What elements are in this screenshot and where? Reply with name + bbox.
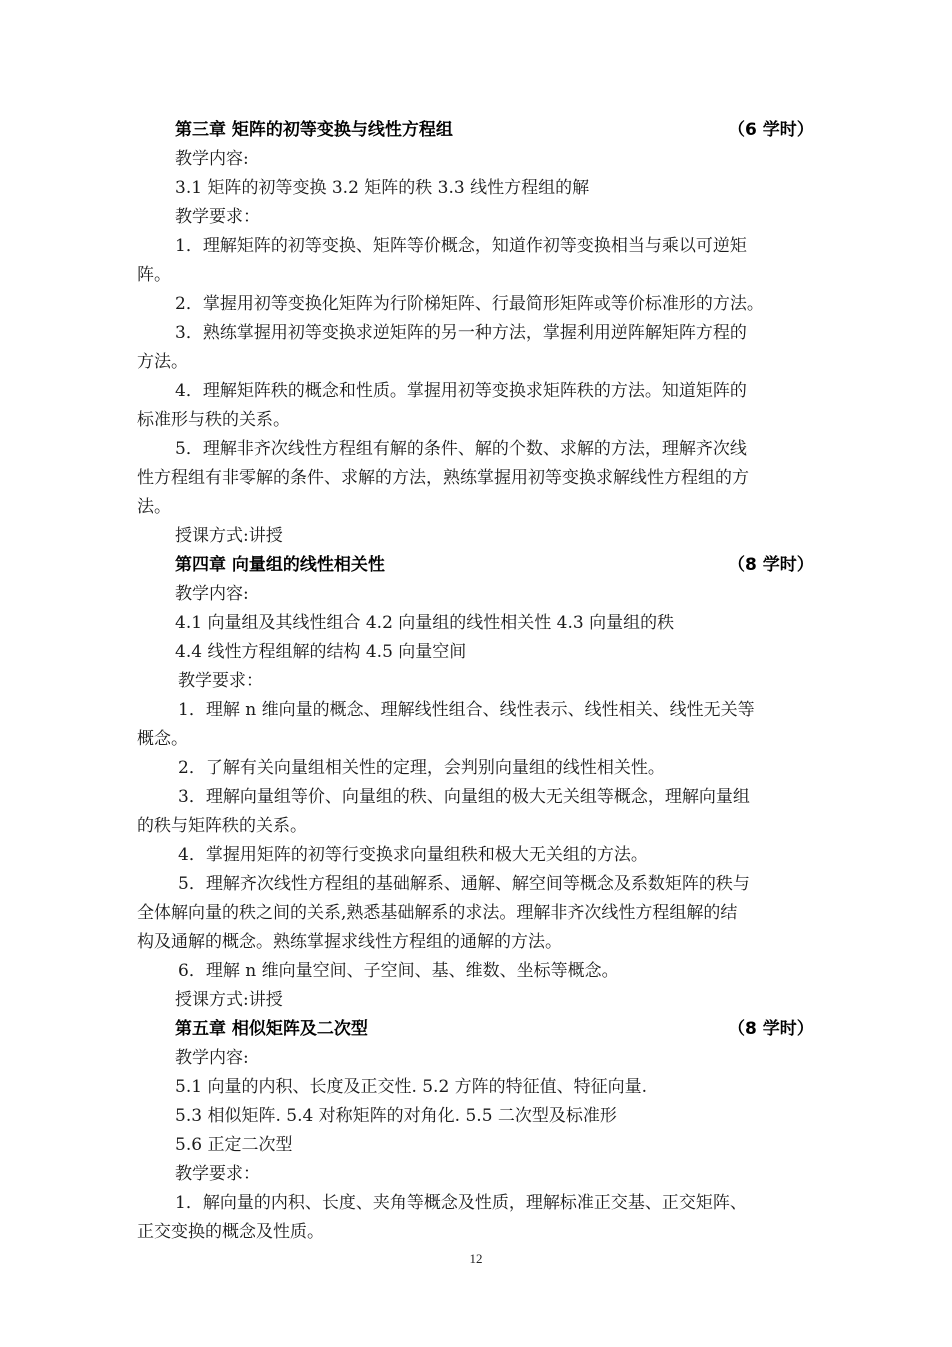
chapter-4-req-1: 1．理解 n 维向量的概念、理解线性组合、线性表示、线性相关、线性无关等 <box>178 700 755 720</box>
chapter-5-content-items-3: 5.6 正定二次型 <box>175 1135 293 1155</box>
chapter-4-req-1-cont: 概念。 <box>137 729 188 749</box>
chapter-5-title: 第五章 相似矩阵及二次型 <box>175 1019 368 1039</box>
chapter-4-req-5-cont-1: 全体解向量的秩之间的关系,熟悉基础解系的求法。理解非齐次线性方程组解的结 <box>137 903 738 923</box>
chapter-3-req-3: 3．熟练掌握用初等变换求逆矩阵的另一种方法，掌握利用逆阵解矩阵方程的 <box>175 323 747 343</box>
chapter-3-req-2: 2．掌握用初等变换化矩阵为行阶梯矩阵、行最简形矩阵或等价标准形的方法。 <box>175 294 764 314</box>
chapter-4-req-label: 教学要求： <box>178 671 263 691</box>
chapter-4-req-5: 5．理解齐次线性方程组的基础解系、通解、解空间等概念及系数矩阵的秩与 <box>178 874 750 894</box>
chapter-4-method: 授课方式:讲授 <box>175 990 283 1010</box>
chapter-3-method: 授课方式:讲授 <box>175 526 283 546</box>
chapter-4-req-5-cont-2: 构及通解的概念。熟练掌握求线性方程组的通解的方法。 <box>137 932 562 952</box>
chapter-5-content-items-1: 5.1 向量的内积、长度及正交性. 5.2 方阵的特征值、特征向量. <box>175 1077 648 1097</box>
chapter-3-title: 第三章 矩阵的初等变换与线性方程组 <box>175 120 453 140</box>
chapter-3-req-4-cont: 标准形与秩的关系。 <box>137 410 290 430</box>
chapter-3-hours: （6 学时） <box>728 120 814 140</box>
chapter-5-req-1: 1．解向量的内积、长度、夹角等概念及性质，理解标准正交基、正交矩阵、 <box>175 1193 747 1213</box>
chapter-3-req-5: 5．理解非齐次线性方程组有解的条件、解的个数、求解的方法，理解齐次线 <box>175 439 747 459</box>
chapter-3-req-5-cont-2: 法。 <box>137 497 171 517</box>
chapter-4-content-label: 教学内容: <box>175 584 249 604</box>
chapter-4-hours: （8 学时） <box>728 555 814 575</box>
chapter-3-req-3-cont: 方法。 <box>137 352 188 372</box>
chapter-3-req-5-cont-1: 性方程组有非零解的条件、求解的方法，熟练掌握用初等变换求解线性方程组的方 <box>137 468 749 488</box>
chapter-5-req-1-cont: 正交变换的概念及性质。 <box>137 1222 324 1242</box>
chapter-4-content-items-2: 4.4 线性方程组解的结构 4.5 向量空间 <box>175 642 467 662</box>
chapter-3-req-label: 教学要求： <box>175 207 260 227</box>
chapter-4-req-2: 2．了解有关向量组相关性的定理，会判别向量组的线性相关性。 <box>178 758 665 778</box>
chapter-4-req-4: 4．掌握用矩阵的初等行变换求向量组秩和极大无关组的方法。 <box>178 845 648 865</box>
chapter-5-content-items-2: 5.3 相似矩阵. 5.4 对称矩阵的对角化. 5.5 二次型及标准形 <box>175 1106 617 1126</box>
chapter-5-content-label: 教学内容: <box>175 1048 249 1068</box>
chapter-3-req-1: 1．理解矩阵的初等变换、矩阵等价概念，知道作初等变换相当与乘以可逆矩 <box>175 236 747 256</box>
chapter-4-content-items-1: 4.1 向量组及其线性组合 4.2 向量组的线性相关性 4.3 向量组的秩 <box>175 613 675 633</box>
chapter-3-req-1-cont: 阵。 <box>137 265 171 285</box>
chapter-5-hours: （8 学时） <box>728 1019 814 1039</box>
chapter-4-req-6: 6．理解 n 维向量空间、子空间、基、维数、坐标等概念。 <box>178 961 619 981</box>
chapter-3-req-4: 4．理解矩阵秩的概念和性质。掌握用初等变换求矩阵秩的方法。知道矩阵的 <box>175 381 747 401</box>
chapter-3-content-label: 教学内容: <box>175 149 249 169</box>
chapter-4-title: 第四章 向量组的线性相关性 <box>175 555 385 575</box>
chapter-3-content-items: 3.1 矩阵的初等变换 3.2 矩阵的秩 3.3 线性方程组的解 <box>175 178 590 198</box>
page-number: 12 <box>469 1251 483 1266</box>
chapter-5-req-label: 教学要求： <box>175 1164 260 1184</box>
chapter-4-req-3: 3．理解向量组等价、向量组的秩、向量组的极大无关组等概念，理解向量组 <box>178 787 750 807</box>
chapter-4-req-3-cont: 的秩与矩阵秩的关系。 <box>137 816 307 836</box>
